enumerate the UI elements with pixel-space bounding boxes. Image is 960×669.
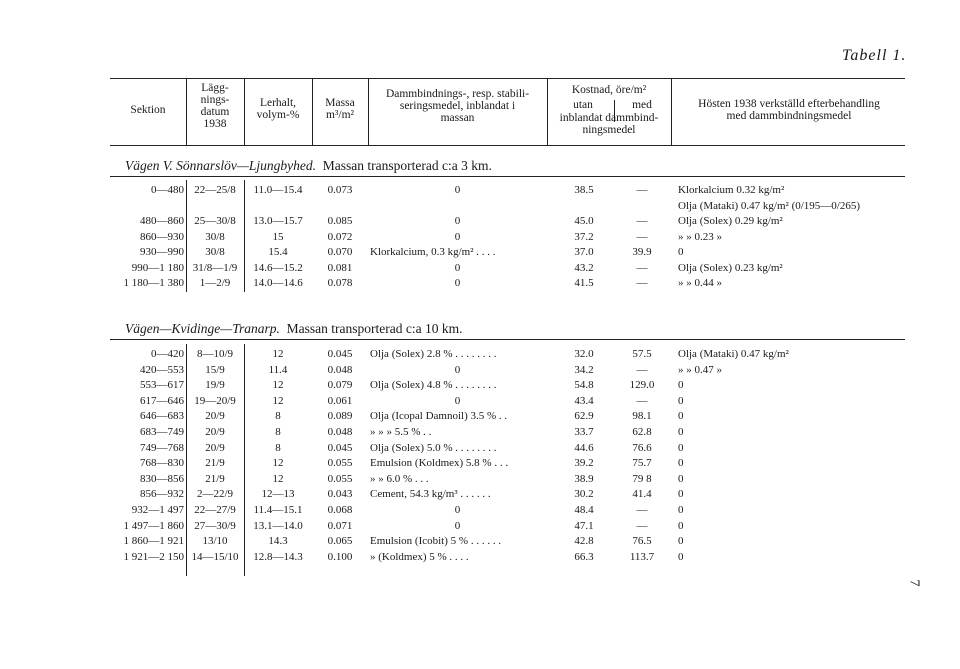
cell-medel: » » » 5.5 % . . (370, 426, 432, 438)
cell-utan: 38.9 (574, 472, 594, 485)
cell-efter: 0 (678, 394, 684, 407)
cell-lerhalt: 8 (275, 410, 281, 423)
cell-efter: 0 (678, 535, 684, 548)
cell-datum: 13/10 (202, 535, 228, 548)
section-title: Vägen V. Sönnarslöv—Ljungbyhed. Massan transporterad c:a 3 km. (125, 158, 492, 173)
cell-sektion: 856—932 (140, 488, 184, 501)
col-divider (368, 78, 369, 145)
cell-medel: 0 (454, 394, 461, 407)
cell-efter: 0 (678, 457, 684, 470)
cell-datum: 30/8 (205, 246, 225, 258)
cell-med: 75.7 (632, 457, 652, 470)
cell-medel: 0 (454, 184, 461, 196)
cell-sektion: 1 180—1 380 (123, 277, 184, 289)
cell-efter: 0 (678, 472, 684, 485)
col-divider (547, 78, 548, 145)
col-divider (186, 180, 187, 292)
cell-massa: 0.079 (327, 379, 353, 392)
cell-massa: 0.048 (327, 426, 353, 438)
cell-utan: 39.2 (574, 457, 594, 470)
cell-datum: 20/9 (205, 426, 225, 438)
header-dammbindning: Dammbindnings-, resp. stabili- seringsmedel, inblandat i massan (385, 88, 530, 124)
cell-lerhalt: 12.8—14.3 (253, 550, 303, 563)
cell-massa: 0.085 (327, 215, 353, 227)
cell-med: — (636, 363, 648, 376)
cell-med: — (636, 394, 648, 407)
cell-efter: Olja (Mataki) 0.47 kg/m² (678, 348, 789, 360)
cell-lerhalt: 14.3 (268, 535, 288, 548)
cell-massa: 0.073 (327, 184, 353, 196)
cell-sektion: 830—856 (140, 472, 184, 485)
cell-datum: 15/9 (205, 363, 225, 376)
cell-medel: Olja (Solex) 2.8 % . . . . . . . . (370, 348, 497, 360)
cell-efter: Olja (Solex) 0.29 kg/m² (678, 215, 783, 227)
cell-sektion: 768—830 (140, 457, 184, 470)
cell-datum: 8—10/9 (196, 348, 234, 360)
cell-sektion: 1 497—1 860 (123, 519, 184, 532)
cell-efter: 0 (678, 441, 684, 454)
cell-med: 98.1 (632, 410, 652, 423)
cell-datum: 14—15/10 (191, 550, 239, 563)
header-laggningsdatum: Lägg- nings- datum 1938 (200, 82, 230, 130)
cell-lerhalt: 12 (272, 348, 284, 360)
cell-datum: 21/9 (205, 472, 225, 485)
cell-lerhalt: 15.4 (268, 246, 288, 258)
cell-med: 113.7 (629, 550, 655, 563)
cell-utan: 54.8 (574, 379, 594, 392)
cell-massa: 0.078 (327, 277, 353, 289)
cell-sektion: 990—1 180 (131, 261, 184, 274)
cell-utan: 41.5 (574, 277, 594, 289)
cell-sektion: 1 921—2 150 (123, 550, 184, 563)
cell-massa: 0.048 (327, 363, 353, 376)
cell-med: — (636, 184, 648, 196)
cell-medel: Olja (Icopal Damnoil) 3.5 % . . (370, 410, 508, 423)
cell-medel: 0 (454, 363, 461, 376)
header-sektion: Sektion (130, 104, 166, 116)
cell-efter: » » 0.23 » (678, 230, 722, 243)
cell-medel: Klorkalcium, 0.3 kg/m² . . . . (370, 246, 496, 258)
cell-sektion: 930—990 (140, 246, 184, 258)
section-title: Vägen—Kvidinge—Tranarp. Massan transporterad c:a 10 km. (125, 321, 463, 336)
cell-datum: 22—27/9 (194, 504, 236, 516)
cell-massa: 0.045 (327, 348, 353, 360)
cell-datum: 1—2/9 (199, 277, 231, 289)
cell-medel: 0 (454, 215, 461, 227)
cell-utan: 45.0 (574, 215, 594, 227)
cell-medel: Emulsion (Koldmex) 5.8 % . . . (370, 457, 509, 470)
cell-efter: Olja (Mataki) 0.47 kg/m² (0/195—0/265) (678, 199, 861, 212)
cell-utan: 34.2 (574, 363, 594, 376)
cell-med: — (636, 519, 648, 532)
cell-massa: 0.068 (327, 504, 353, 516)
cell-med: 39.9 (632, 246, 652, 258)
cell-med: 62.8 (632, 426, 652, 438)
cell-efter: 0 (678, 410, 684, 423)
cell-datum: 30/8 (205, 230, 225, 243)
cell-utan: 42.8 (574, 535, 594, 548)
cell-medel: Olja (Solex) 5.0 % . . . . . . . . (370, 441, 497, 454)
page-mark: 7 (906, 579, 922, 587)
cell-efter: 0 (678, 504, 684, 516)
cell-lerhalt: 8 (275, 426, 281, 438)
col-divider (671, 78, 672, 145)
cell-efter: 0 (678, 519, 684, 532)
cell-medel: Olja (Solex) 4.8 % . . . . . . . . (370, 379, 497, 392)
cell-utan: 30.2 (574, 488, 594, 501)
cell-sektion: 480—860 (140, 215, 184, 227)
header-kostnad-inblandat: inblandat dammbind- ningsmedel (559, 112, 659, 136)
cell-sektion: 646—683 (140, 410, 184, 423)
cell-massa: 0.043 (327, 488, 353, 501)
cell-sektion: 420—553 (140, 363, 184, 376)
cell-utan: 47.1 (574, 519, 594, 532)
cell-lerhalt: 11.4 (268, 363, 288, 376)
cell-med: 76.5 (632, 535, 652, 548)
page-label: Tabell 1. (842, 47, 907, 64)
cell-med: — (636, 504, 648, 516)
cell-sektion: 0—420 (151, 348, 184, 360)
cell-lerhalt: 14.0—14.6 (253, 277, 303, 289)
cell-sektion: 617—646 (140, 394, 184, 407)
cell-sektion: 553—617 (140, 379, 184, 392)
header-top-rule (110, 78, 905, 79)
col-divider (186, 344, 187, 576)
cell-massa: 0.055 (327, 457, 353, 470)
cell-datum: 20/9 (205, 410, 225, 423)
cell-lerhalt: 11.4—15.1 (253, 504, 303, 516)
cell-med: — (636, 277, 648, 289)
cell-med: 79 8 (632, 472, 652, 485)
cell-datum: 25—30/8 (194, 215, 236, 227)
cell-utan: 37.2 (574, 230, 594, 243)
cell-massa: 0.045 (327, 441, 353, 454)
cell-massa: 0.071 (327, 519, 353, 532)
cell-massa: 0.065 (327, 535, 353, 548)
col-divider (312, 78, 313, 145)
cell-med: — (636, 230, 648, 243)
cell-utan: 48.4 (574, 504, 594, 516)
cell-utan: 37.0 (574, 246, 594, 258)
cell-datum: 31/8—1/9 (192, 261, 238, 274)
cell-lerhalt: 12 (272, 379, 284, 392)
cell-datum: 21/9 (205, 457, 225, 470)
col-divider (244, 344, 245, 576)
cell-lerhalt: 12—13 (261, 488, 295, 501)
cell-sektion: 749—768 (140, 441, 184, 454)
cell-lerhalt: 12 (272, 394, 284, 407)
cell-med: — (636, 215, 648, 227)
cell-massa: 0.089 (327, 410, 353, 423)
section-rule (110, 339, 905, 340)
cell-medel: Cement, 54.3 kg/m³ . . . . . . (370, 488, 491, 501)
header-kostnad: Kostnad, öre/m² (571, 84, 647, 96)
cell-efter: » » 0.44 » (678, 277, 722, 289)
cell-efter: 0 (678, 426, 684, 438)
cell-lerhalt: 8 (275, 441, 281, 454)
col-divider (186, 78, 187, 145)
cell-efter: Klorkalcium 0.32 kg/m² (678, 184, 785, 196)
cell-datum: 19—20/9 (194, 394, 236, 407)
header-bottom-rule (110, 145, 905, 146)
cell-utan: 33.7 (574, 426, 594, 438)
cell-utan: 43.4 (574, 394, 594, 407)
cell-datum: 22—25/8 (194, 184, 236, 196)
cell-lerhalt: 11.0—15.4 (253, 184, 303, 196)
cell-utan: 32.0 (574, 348, 594, 360)
cell-lerhalt: 13.0—15.7 (253, 215, 303, 227)
cell-efter: 0 (678, 550, 684, 563)
cell-medel: » » 6.0 % . . . (370, 472, 429, 485)
section-rule (110, 176, 905, 177)
cell-medel: 0 (454, 504, 461, 516)
header-lerhalt: Lerhalt, volym-% (256, 97, 300, 121)
cell-massa: 0.100 (327, 550, 353, 563)
cell-datum: 2—22/9 (196, 488, 234, 501)
cell-utan: 38.5 (574, 184, 594, 196)
cell-lerhalt: 13.1—14.0 (253, 519, 303, 532)
cell-medel: 0 (454, 261, 461, 274)
cell-lerhalt: 12 (272, 457, 284, 470)
cell-massa: 0.055 (327, 472, 353, 485)
cell-medel: Emulsion (Icobit) 5 % . . . . . . (370, 535, 502, 548)
cell-efter: Olja (Solex) 0.23 kg/m² (678, 261, 783, 274)
cell-med: 76.6 (632, 441, 652, 454)
cell-lerhalt: 12 (272, 472, 284, 485)
cell-lerhalt: 15 (272, 230, 284, 243)
cell-sektion: 860—930 (140, 230, 184, 243)
cell-medel: » (Koldmex) 5 % . . . . (370, 550, 469, 563)
cell-medel: 0 (454, 277, 461, 289)
header-kostnad-med: med (632, 99, 652, 111)
cell-utan: 43.2 (574, 261, 594, 274)
cell-efter: 0 (678, 246, 684, 258)
cell-sektion: 0—480 (151, 184, 184, 196)
cell-utan: 62.9 (574, 410, 594, 423)
cell-massa: 0.081 (327, 261, 353, 274)
cell-med: 129.0 (629, 379, 655, 392)
cell-massa: 0.070 (327, 246, 353, 258)
col-divider (244, 78, 245, 145)
cell-efter: 0 (678, 488, 684, 501)
cell-datum: 20/9 (205, 441, 225, 454)
cell-medel: 0 (454, 230, 461, 243)
cell-medel: 0 (454, 519, 461, 532)
cell-massa: 0.061 (327, 394, 353, 407)
cell-utan: 44.6 (574, 441, 594, 454)
cell-sektion: 1 860—1 921 (123, 535, 184, 548)
cell-med: 41.4 (632, 488, 652, 501)
cell-efter: 0 (678, 379, 684, 392)
cell-datum: 27—30/9 (194, 519, 236, 532)
cell-datum: 19/9 (205, 379, 225, 392)
cell-sektion: 683—749 (140, 426, 184, 438)
cell-utan: 66.3 (574, 550, 594, 563)
cell-med: 57.5 (632, 348, 652, 360)
cell-sektion: 932—1 497 (131, 504, 184, 516)
cell-lerhalt: 14.6—15.2 (253, 261, 303, 274)
header-massa: Massa m³/m² (325, 97, 355, 121)
cell-massa: 0.072 (327, 230, 353, 243)
header-hosten: Hösten 1938 verkställd efterbehandling med dammbindningsmedel (698, 98, 880, 122)
cell-efter: » » 0.47 » (678, 363, 722, 376)
col-divider (244, 180, 245, 292)
header-kostnad-utan: utan (573, 99, 593, 111)
cell-med: — (636, 261, 648, 274)
